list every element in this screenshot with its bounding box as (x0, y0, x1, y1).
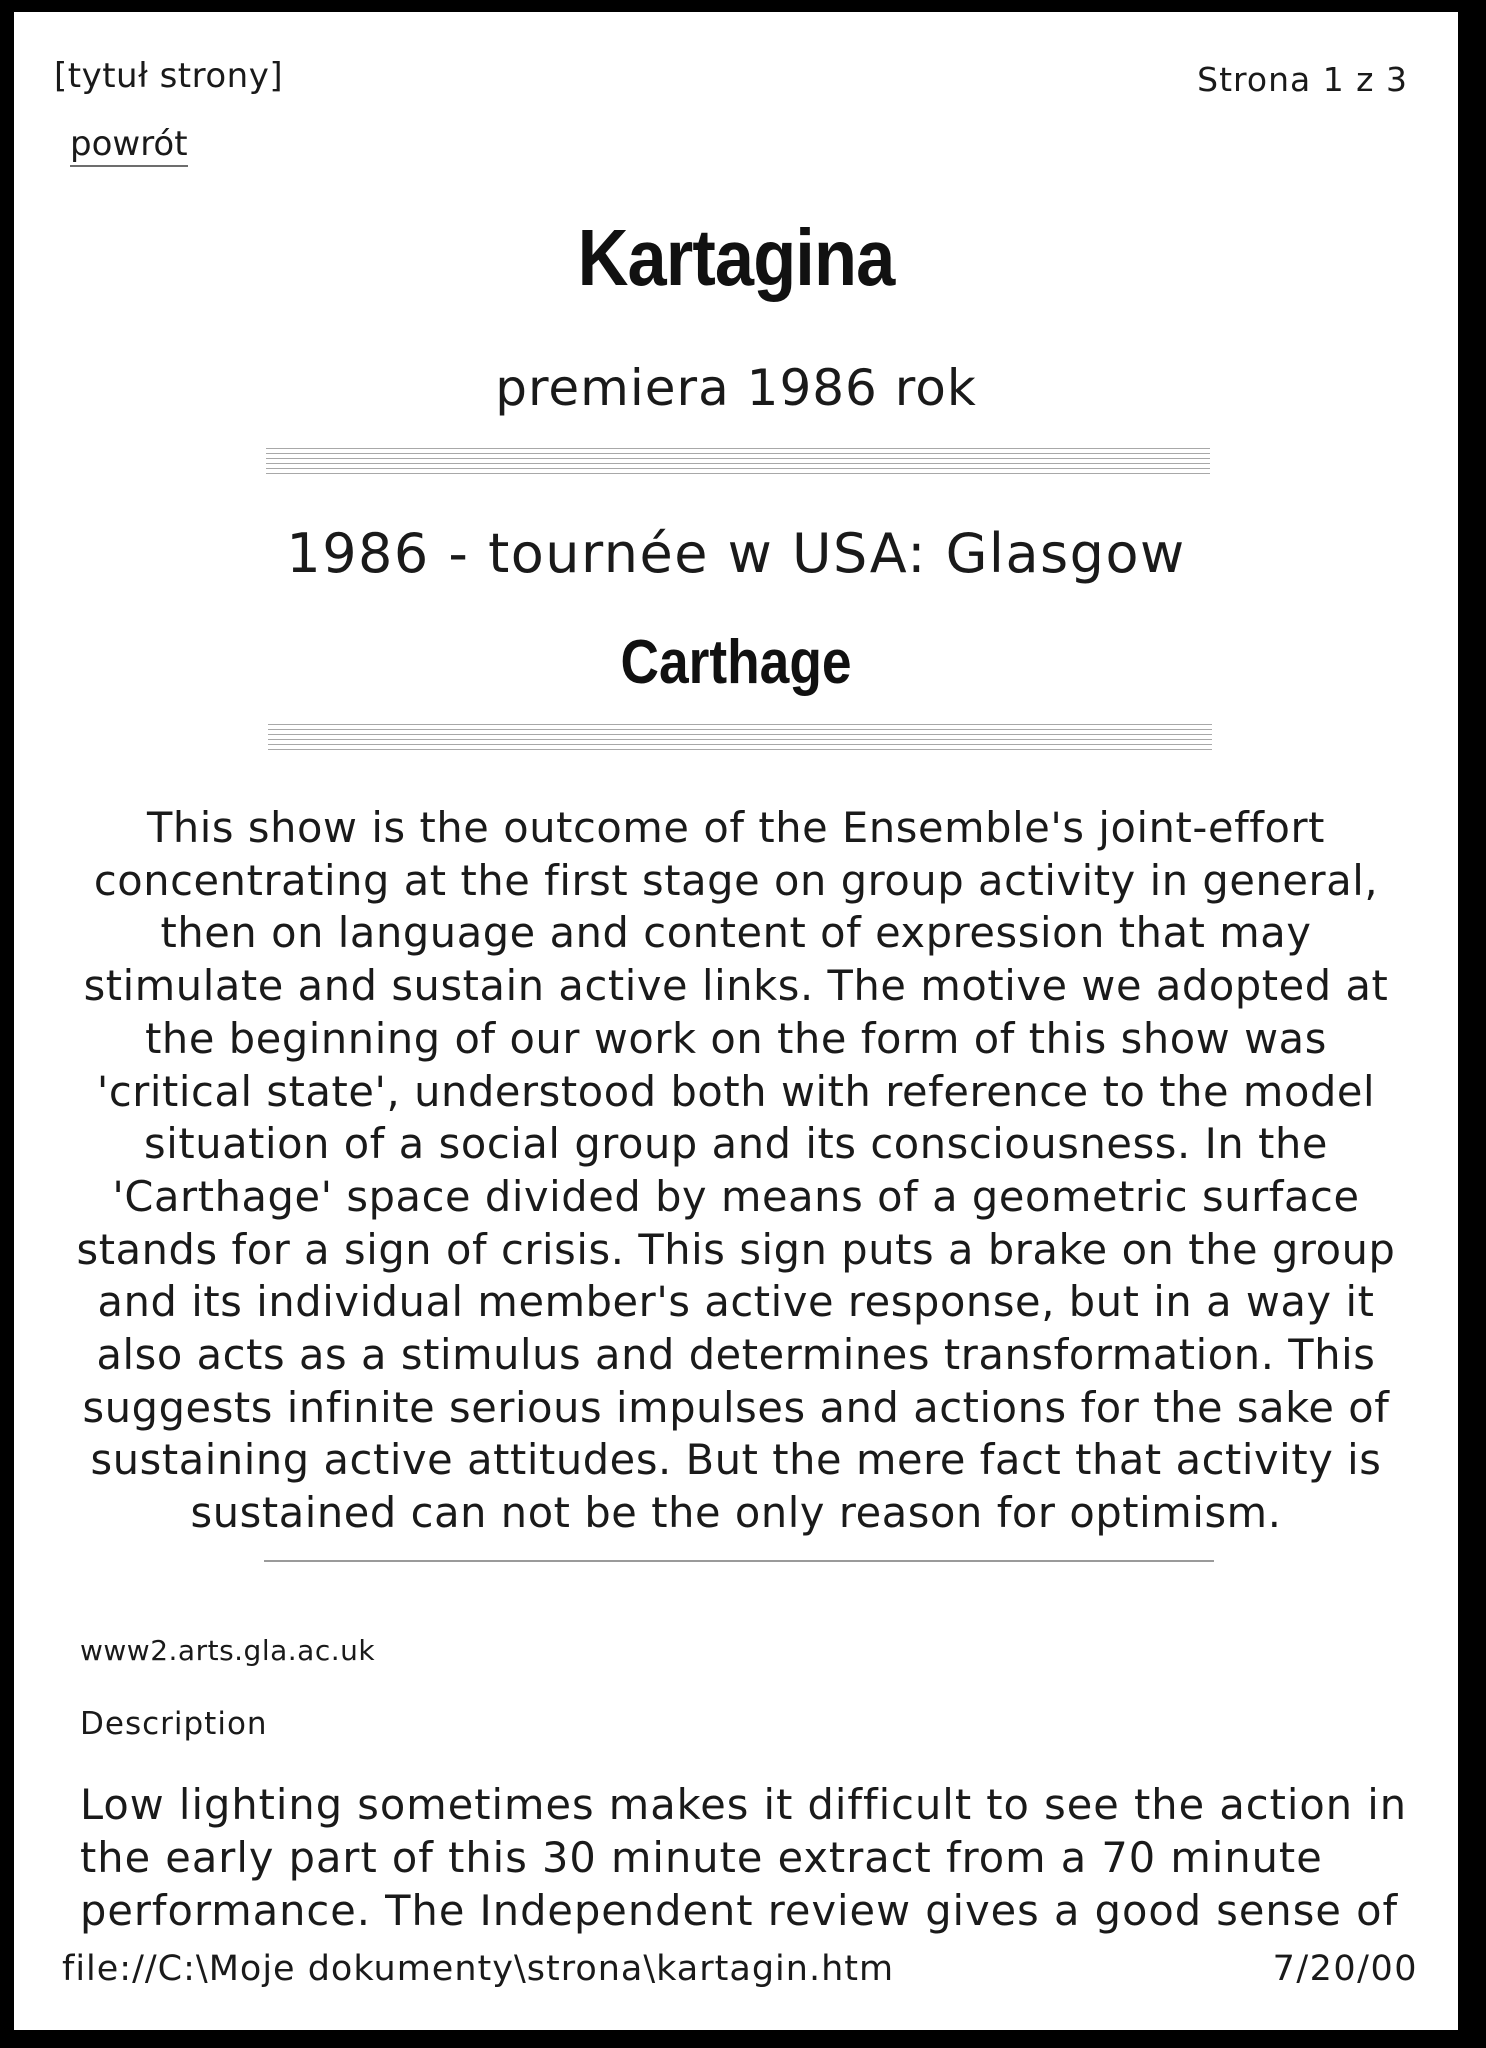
divider-bottom (264, 1560, 1214, 1562)
divider-top (266, 448, 1210, 474)
print-footer (14, 1936, 1458, 2030)
source-site: www2.arts.gla.ac.uk (80, 1634, 376, 1667)
description-label: Description (80, 1706, 268, 1742)
tour-line: 1986 - tournée w USA: Glasgow (286, 522, 1186, 585)
file-path: file://C:\Moje dokumenty\strona\kartagin.htm (62, 1949, 895, 1989)
review-paragraph: Low lighting sometimes makes it difficult to see the action in the early part of this 30 minute extract from a 70 minute performance. The Independent review gives a good sense of (80, 1780, 1408, 1935)
divider-middle (268, 724, 1212, 750)
english-title: Carthage (620, 628, 852, 697)
back-link[interactable]: powrót (70, 124, 188, 167)
show-title: Kartagina (577, 213, 895, 302)
print-date: 7/20/00 (1272, 1949, 1418, 1989)
page-title-placeholder: [tytuł strony] (54, 56, 284, 96)
show-description: This show is the outcome of the Ensemble's joint-effort concentrating at the first stage on group activity in general, then on language and content of expression that may stimulate and sustain active links. The motive we adopted at the beginning of our work on the form of this show was 'critical state', understood both with reference to the model situation of a social group and its consciousness. In the 'Carthage' space divided by means of a geometric surface stands for a sign of crisis. This sign puts a brake on the group and its individual member's active response, but in a way it also acts as a stimulus and determines transformation. This suggests infinite serious impulses and actions for the sake of sustaining active attitudes. But the mere fact that activity is sustained can not be the only reason for optimism. (76, 803, 1396, 1538)
printed-page (14, 12, 1458, 2030)
page-counter: Strona 1 z 3 (1197, 60, 1408, 99)
premiere-line: premiera 1986 rok (495, 359, 977, 417)
